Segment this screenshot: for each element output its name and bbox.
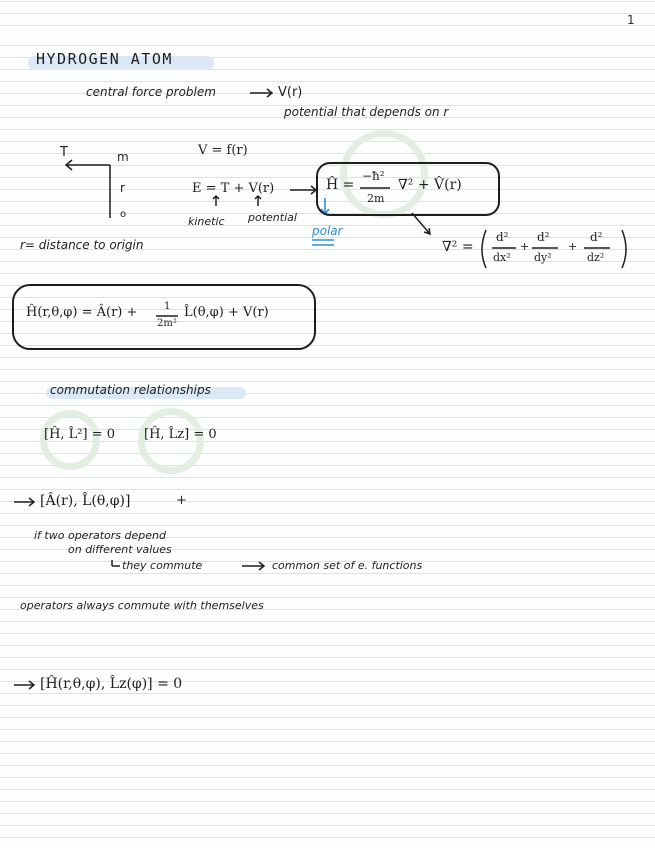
commute-note-3: they commute bbox=[122, 559, 203, 572]
commute-note-1: if two operators depend bbox=[34, 529, 166, 542]
commute-result: common set of e. functions bbox=[272, 559, 423, 572]
commute-note-2: on different values bbox=[68, 543, 172, 556]
diagram-r-label: r bbox=[120, 181, 125, 195]
laplacian-term-1-num: d² bbox=[496, 230, 509, 244]
intro-line-1: central force problem bbox=[86, 85, 216, 99]
diagram-origin-label: o bbox=[120, 209, 127, 220]
laplacian-plus-2: + bbox=[568, 240, 578, 253]
commutator-h-l2: [Ĥ, L̂²] = 0 bbox=[44, 427, 116, 442]
intro-arrow-result: V(r) bbox=[278, 85, 303, 100]
kinetic-label: kinetic bbox=[188, 215, 225, 228]
distance-caption: r= distance to origin bbox=[20, 238, 144, 252]
page-title: HYDROGEN ATOM bbox=[36, 50, 173, 68]
hamiltonian-rest: ∇² + V̂(r) bbox=[398, 177, 462, 193]
hamiltonian-denominator: 2m bbox=[367, 192, 385, 205]
laplacian-term-2-num: d² bbox=[537, 230, 550, 244]
laplacian-plus-1: + bbox=[520, 240, 530, 253]
potential-definition: V = f(r) bbox=[198, 143, 248, 158]
diagram-m-label: m bbox=[117, 150, 129, 164]
commutator-a-l: [Â(r), L̂(θ,φ)] bbox=[40, 493, 131, 509]
page-number: 1 bbox=[627, 13, 635, 27]
final-commutator: [Ĥ(r,θ,φ), L̂z(φ)] = 0 bbox=[40, 676, 183, 692]
hamiltonian-numerator: −ħ² bbox=[362, 169, 385, 183]
potential-label: potential bbox=[248, 211, 297, 224]
laplacian-lhs: ∇² = bbox=[442, 239, 474, 255]
commutator-plus: + bbox=[176, 493, 187, 508]
diagram-t-label: T bbox=[60, 145, 68, 160]
commute-statement: operators always commute with themselves bbox=[20, 599, 264, 612]
intro-line-2: potential that depends on r bbox=[284, 105, 449, 119]
laplacian-term-1-den: dx² bbox=[493, 251, 511, 264]
boxed-fraction-den: 2m² bbox=[157, 318, 177, 329]
boxed-hamiltonian-lhs: Ĥ(r,θ,φ) = Â(r) + bbox=[26, 305, 138, 320]
boxed-hamiltonian-rest: L̂(θ,φ) + V(r) bbox=[184, 305, 269, 320]
polar-label: polar bbox=[312, 224, 343, 238]
laplacian-term-3-den: dz² bbox=[587, 251, 605, 264]
energy-equation: E = T + V(r) bbox=[192, 181, 275, 196]
commutation-heading: commutation relationships bbox=[50, 383, 211, 397]
boxed-fraction-num: 1 bbox=[164, 301, 171, 312]
hamiltonian-lhs: Ĥ = bbox=[326, 177, 355, 193]
commutator-h-lz: [Ĥ, L̂z] = 0 bbox=[144, 427, 217, 442]
laplacian-term-2-den: dy² bbox=[534, 251, 552, 264]
laplacian-term-3-num: d² bbox=[590, 230, 603, 244]
